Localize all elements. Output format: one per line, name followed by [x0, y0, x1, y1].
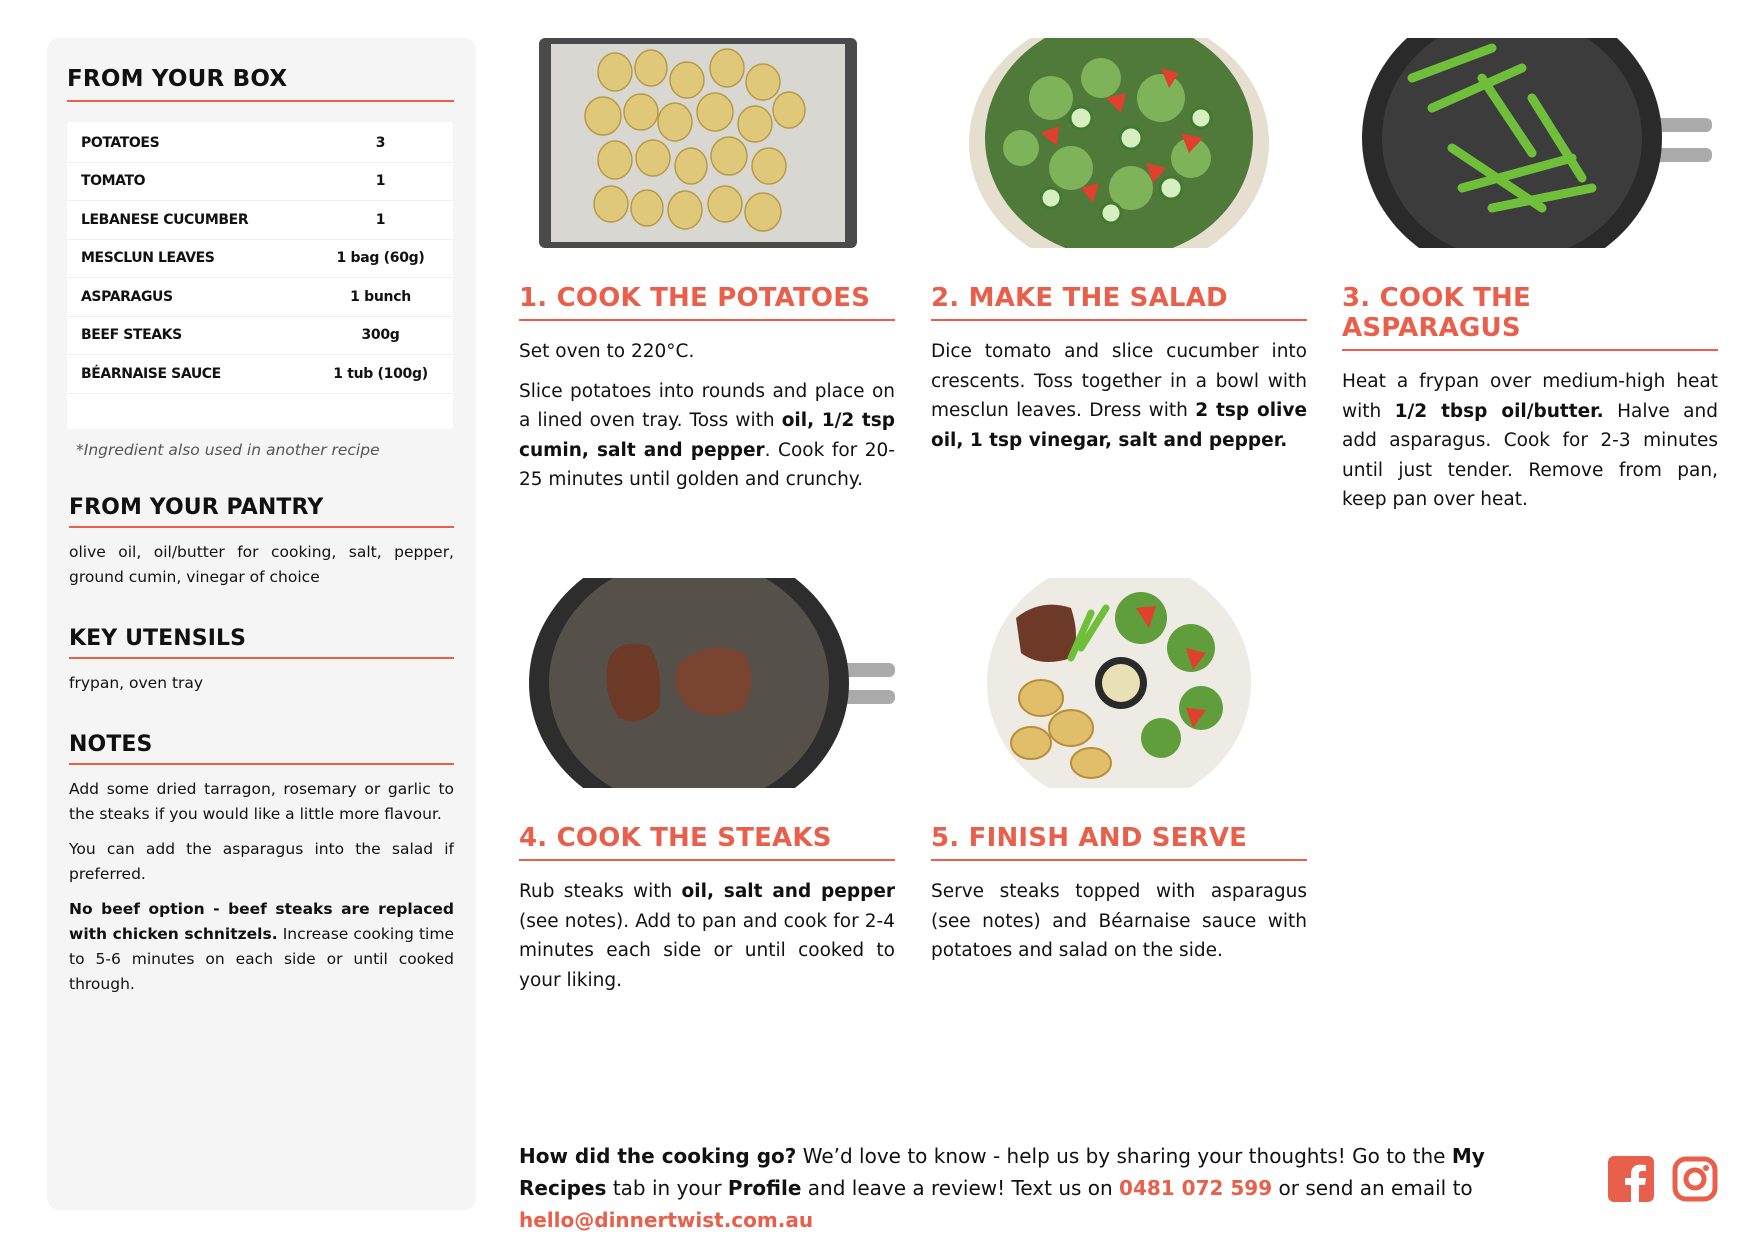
table-row [67, 278, 453, 317]
ingredient-name: TOMATO [81, 173, 146, 190]
feedback-footer [519, 1140, 1579, 1236]
step-2 [931, 38, 1307, 455]
step-4-text [519, 877, 895, 995]
table-row [67, 317, 453, 356]
step-5 [931, 578, 1307, 966]
ingredient-qty: 1 tub (100g) [333, 365, 428, 382]
footer-text: We’d love to know - help us by sharing your thoughts! Go to the [796, 1144, 1452, 1168]
step-text: (see notes). Add to pan and cook for 2-4 minutes each side or until cooked to your liking. [519, 910, 895, 991]
note-paragraph: Add some dried tarragon, rosemary or garlic to the steaks if you would like a little more flavour. [69, 780, 454, 823]
table-row [67, 240, 453, 279]
step-bold: 1/2 tbsp oil/butter. [1394, 400, 1604, 422]
step-2-text [931, 337, 1307, 455]
ingredient-name: BEEF STEAKS [81, 327, 182, 344]
step-paragraph [931, 337, 1307, 455]
ingredient-qty: 300g [361, 327, 400, 344]
table-row [67, 355, 453, 394]
note-bold: No beef option - beef steaks are replaced with chicken schnitzels. [69, 900, 454, 943]
utensils-text: frypan, oven tray [69, 674, 204, 692]
ingredient-qty: 1 bunch [350, 288, 411, 305]
step-4 [519, 578, 895, 995]
ingredients-table [67, 122, 453, 429]
step-3-title: 3. COOK THE ASPARAGUS [1342, 283, 1718, 351]
from-your-box-title: FROM YOUR BOX [67, 66, 454, 102]
footer-text: and leave a review! Text us on [801, 1176, 1120, 1200]
ingredient-footnote: *Ingredient also used in another recipe [76, 441, 380, 459]
email-link[interactable]: hello@dinnertwist.com.au [519, 1208, 814, 1232]
ingredient-name: POTATOES [81, 134, 160, 151]
step-paragraph [519, 877, 895, 995]
step-text: Halve and add asparagus. Cook for 2-3 minutes until just tender. Remove from pan, keep pan over heat. [1342, 400, 1718, 510]
step-5-title: 5. FINISH AND SERVE [931, 823, 1307, 861]
step-paragraph [519, 377, 895, 495]
table-row [67, 124, 453, 163]
ingredient-name: MESCLUN LEAVES [81, 250, 215, 267]
potatoes-tray-photo [519, 38, 895, 248]
ingredient-name: BÉARNAISE SAUCE [81, 365, 221, 382]
finished-plate-photo [931, 578, 1307, 788]
footer-text: tab in your [606, 1176, 728, 1200]
step-1-title: 1. COOK THE POTATOES [519, 283, 895, 321]
step-text: Heat a frypan over medium-high heat with [1342, 371, 1718, 422]
step-5-text [931, 877, 1307, 966]
ingredients-sidebar [47, 38, 476, 1210]
salad-bowl-photo [931, 38, 1307, 248]
ingredient-qty: 1 bag (60g) [336, 250, 425, 267]
step-text: Slice potatoes into rounds and place on a lined oven tray. Toss with [519, 380, 895, 431]
asparagus-pan-photo [1342, 38, 1718, 248]
step-4-title: 4. COOK THE STEAKS [519, 823, 895, 861]
note-paragraph [69, 897, 454, 997]
notes-title: NOTES [69, 732, 454, 765]
step-bold: oil, salt and pepper [681, 881, 895, 902]
profile-label: Profile [727, 1176, 802, 1200]
my-recipes-label: My Recipes [519, 1144, 1485, 1200]
step-paragraph [1342, 367, 1718, 515]
step-text: Rub steaks with [519, 881, 682, 902]
ingredient-name: LEBANESE CUCUMBER [81, 211, 249, 228]
step-text: Dice tomato and slice cucumber into crescents. Toss together in a bowl with mesclun leaves. Dress with [931, 341, 1307, 421]
phone-number-link[interactable]: 0481 072 599 [1119, 1176, 1273, 1200]
note-paragraph: You can add the asparagus into the salad if preferred. [69, 840, 454, 883]
step-3 [1342, 38, 1718, 515]
ingredient-qty: 1 [375, 173, 386, 190]
instagram-icon[interactable] [1672, 1156, 1718, 1206]
table-row [67, 201, 453, 240]
step-1 [519, 38, 895, 495]
step-3-text [1342, 367, 1718, 515]
step-text: . Cook for 20-25 minutes until golden and crunchy. [519, 439, 895, 490]
step-bold: 2 tsp olive oil, 1 tsp vinegar, salt and pepper. [931, 400, 1308, 451]
step-paragraph: Set oven to 220°C. [519, 341, 695, 362]
key-utensils-title: KEY UTENSILS [69, 626, 454, 659]
from-your-pantry-title: FROM YOUR PANTRY [69, 495, 454, 528]
step-bold: oil, 1/2 tsp cumin, salt and pepper [519, 410, 895, 461]
footer-text: or send an email to [1272, 1176, 1473, 1200]
steaks-pan-photo [519, 578, 895, 788]
step-1-text [519, 337, 895, 495]
notes-body [69, 777, 454, 997]
facebook-icon[interactable] [1608, 1156, 1654, 1206]
note-rest: Increase cooking time to 5-6 minutes on each side or until cooked through. [69, 925, 455, 993]
step-2-title: 2. MAKE THE SALAD [931, 283, 1307, 321]
ingredient-name: ASPARAGUS [81, 288, 173, 305]
step-paragraph: Serve steaks topped with asparagus (see notes) and Béarnaise sauce with potatoes and salad on the side. [931, 881, 1307, 961]
pantry-text: olive oil, oil/butter for cooking, salt, pepper, ground cumin, vinegar of choice [69, 543, 454, 586]
ingredient-qty: 3 [375, 134, 386, 151]
table-row [67, 163, 453, 202]
ingredient-qty: 1 [375, 211, 386, 228]
feedback-question: How did the cooking go? [519, 1144, 797, 1168]
